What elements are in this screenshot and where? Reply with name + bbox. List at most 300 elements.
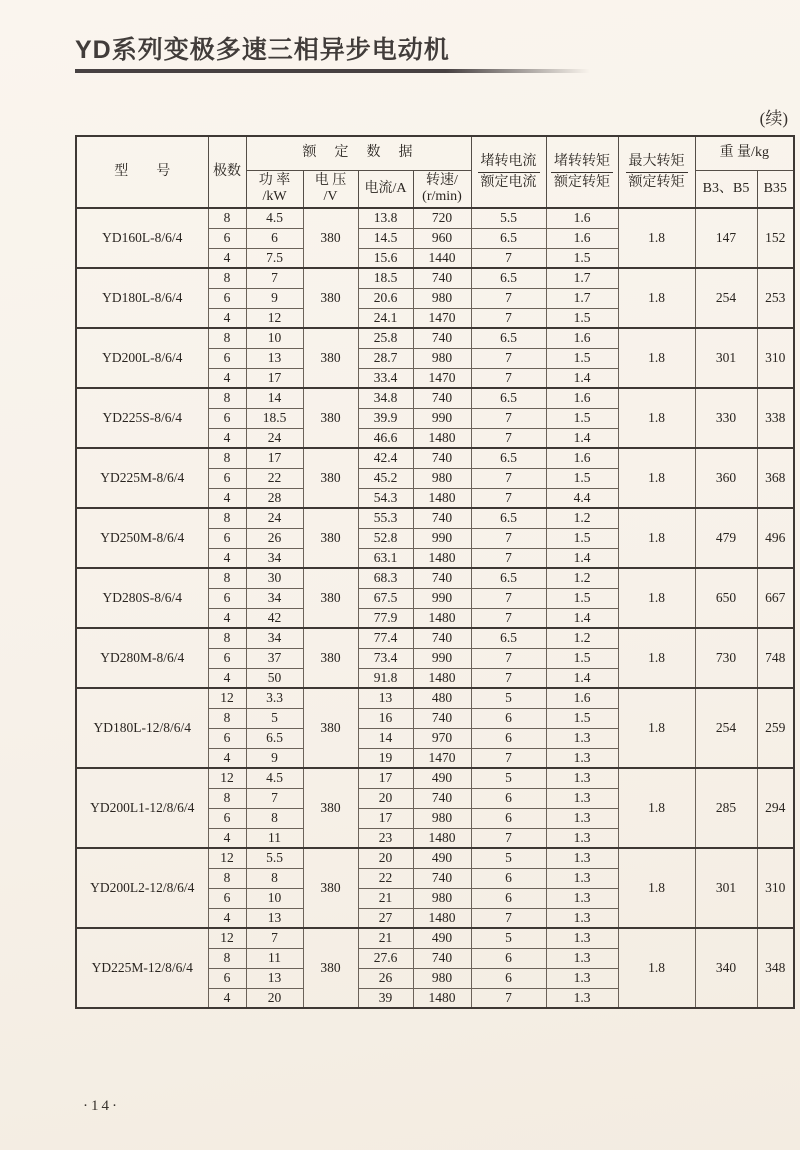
- speed-cell: 490: [413, 848, 471, 868]
- speed-cell: 1470: [413, 748, 471, 768]
- header-speed-label: 转速/: [426, 172, 458, 188]
- locked-current-ratio-cell: 6: [471, 948, 546, 968]
- locked-current-ratio-cell: 6: [471, 888, 546, 908]
- locked-torque-ratio-cell: 4.4: [546, 488, 618, 508]
- current-cell: 22: [358, 868, 413, 888]
- poles-cell: 6: [208, 728, 246, 748]
- table-row: [76, 448, 794, 468]
- locked-current-ratio-cell: 7: [471, 428, 546, 448]
- header-weight-b3b5: B3、B5: [695, 170, 757, 208]
- locked-torque-ratio-cell: 1.6: [546, 228, 618, 248]
- speed-cell: 740: [413, 328, 471, 348]
- speed-cell: 970: [413, 728, 471, 748]
- locked-torque-ratio-cell: 1.3: [546, 728, 618, 748]
- weight-b3b5-cell: 360: [695, 448, 757, 508]
- poles-cell: 4: [208, 428, 246, 448]
- header-power-unit: /kW: [262, 188, 287, 204]
- locked-torque-ratio-cell: 1.3: [546, 828, 618, 848]
- locked-torque-ratio-cell: 1.5: [546, 248, 618, 268]
- locked-current-ratio-cell: 6.5: [471, 328, 546, 348]
- voltage-cell: 380: [303, 928, 358, 1008]
- max-torque-ratio-cell: 1.8: [618, 688, 695, 768]
- current-cell: 16: [358, 708, 413, 728]
- power-cell: 17: [246, 448, 303, 468]
- voltage-cell: 380: [303, 388, 358, 448]
- locked-current-ratio-cell: 6.5: [471, 628, 546, 648]
- locked-current-ratio-cell: 6.5: [471, 568, 546, 588]
- header-power: [246, 170, 303, 208]
- max-torque-ratio-cell: 1.8: [618, 508, 695, 568]
- poles-cell: 4: [208, 748, 246, 768]
- speed-cell: 990: [413, 588, 471, 608]
- header-power-label: 功 率: [258, 172, 291, 188]
- power-cell: 7: [246, 928, 303, 948]
- current-cell: 68.3: [358, 568, 413, 588]
- speed-cell: 980: [413, 888, 471, 908]
- locked-torque-ratio-cell: 1.5: [546, 468, 618, 488]
- model-cell: YD200L1-12/8/6/4: [76, 768, 208, 848]
- locked-torque-ratio-cell: 1.5: [546, 308, 618, 328]
- speed-cell: 980: [413, 468, 471, 488]
- weight-b35-cell: 310: [757, 848, 794, 928]
- locked-torque-ratio-cell: 1.4: [546, 368, 618, 388]
- locked-torque-ratio-cell: 1.7: [546, 288, 618, 308]
- header-weight: 重 量/kg: [695, 136, 794, 170]
- power-cell: 17: [246, 368, 303, 388]
- speed-cell: 980: [413, 968, 471, 988]
- current-cell: 27.6: [358, 948, 413, 968]
- power-cell: 18.5: [246, 408, 303, 428]
- power-cell: 34: [246, 588, 303, 608]
- current-cell: 20.6: [358, 288, 413, 308]
- power-cell: 34: [246, 548, 303, 568]
- speed-cell: 740: [413, 788, 471, 808]
- locked-current-ratio-cell: 6.5: [471, 508, 546, 528]
- locked-torque-ratio-cell: 1.6: [546, 688, 618, 708]
- speed-cell: 980: [413, 288, 471, 308]
- locked-torque-numerator: 堵转转矩: [551, 153, 613, 173]
- locked-torque-ratio-cell: 1.2: [546, 568, 618, 588]
- locked-current-ratio-cell: 7: [471, 648, 546, 668]
- motor-spec-table: [75, 135, 795, 1009]
- locked-torque-ratio-cell: 1.4: [546, 428, 618, 448]
- speed-cell: 740: [413, 868, 471, 888]
- power-cell: 24: [246, 428, 303, 448]
- current-cell: 17: [358, 808, 413, 828]
- header-speed: [413, 170, 471, 208]
- weight-b35-cell: 348: [757, 928, 794, 1008]
- locked-current-ratio-cell: 7: [471, 368, 546, 388]
- current-cell: 33.4: [358, 368, 413, 388]
- locked-current-ratio-cell: 6.5: [471, 268, 546, 288]
- poles-cell: 6: [208, 468, 246, 488]
- current-cell: 13: [358, 688, 413, 708]
- poles-cell: 6: [208, 288, 246, 308]
- speed-cell: 740: [413, 388, 471, 408]
- speed-cell: 740: [413, 448, 471, 468]
- power-cell: 8: [246, 868, 303, 888]
- locked-current-ratio-cell: 7: [471, 828, 546, 848]
- current-cell: 21: [358, 928, 413, 948]
- header-voltage: [303, 170, 358, 208]
- current-cell: 18.5: [358, 268, 413, 288]
- poles-cell: 12: [208, 768, 246, 788]
- locked-current-ratio-cell: 7: [471, 308, 546, 328]
- weight-b35-cell: 253: [757, 268, 794, 328]
- locked-current-ratio-cell: 5: [471, 688, 546, 708]
- locked-current-ratio-cell: 6.5: [471, 228, 546, 248]
- speed-cell: 990: [413, 408, 471, 428]
- locked-torque-ratio-cell: 1.3: [546, 908, 618, 928]
- locked-current-ratio-cell: 6: [471, 708, 546, 728]
- power-cell: 9: [246, 288, 303, 308]
- voltage-cell: 380: [303, 568, 358, 628]
- locked-current-ratio-cell: 5: [471, 768, 546, 788]
- poles-cell: 8: [208, 388, 246, 408]
- poles-cell: 6: [208, 588, 246, 608]
- locked-torque-ratio-cell: 1.3: [546, 968, 618, 988]
- poles-cell: 6: [208, 648, 246, 668]
- poles-cell: 8: [208, 628, 246, 648]
- poles-cell: 8: [208, 448, 246, 468]
- power-cell: 7.5: [246, 248, 303, 268]
- weight-b35-cell: 496: [757, 508, 794, 568]
- current-cell: 14: [358, 728, 413, 748]
- current-cell: 25.8: [358, 328, 413, 348]
- page-number: ·14·: [83, 1098, 120, 1114]
- poles-cell: 6: [208, 228, 246, 248]
- header-speed-unit: (r/min): [422, 188, 462, 204]
- poles-cell: 4: [208, 908, 246, 928]
- weight-b3b5-cell: 650: [695, 568, 757, 628]
- locked-current-ratio-cell: 7: [471, 668, 546, 688]
- locked-current-fraction: [478, 153, 540, 191]
- poles-cell: 8: [208, 788, 246, 808]
- current-cell: 13.8: [358, 208, 413, 228]
- poles-cell: 12: [208, 688, 246, 708]
- current-cell: 24.1: [358, 308, 413, 328]
- current-cell: 39: [358, 988, 413, 1008]
- current-cell: 27: [358, 908, 413, 928]
- model-cell: YD280S-8/6/4: [76, 568, 208, 628]
- max-torque-ratio-cell: 1.8: [618, 208, 695, 268]
- power-cell: 7: [246, 788, 303, 808]
- weight-b35-cell: 152: [757, 208, 794, 268]
- current-cell: 23: [358, 828, 413, 848]
- model-cell: YD280M-8/6/4: [76, 628, 208, 688]
- poles-cell: 6: [208, 808, 246, 828]
- power-cell: 13: [246, 968, 303, 988]
- locked-torque-ratio-cell: 1.3: [546, 948, 618, 968]
- table-row: [76, 268, 794, 288]
- locked-torque-ratio-cell: 1.2: [546, 628, 618, 648]
- poles-cell: 4: [208, 548, 246, 568]
- current-cell: 46.6: [358, 428, 413, 448]
- table-row: [76, 568, 794, 588]
- power-cell: 34: [246, 628, 303, 648]
- model-cell: YD225M-12/8/6/4: [76, 928, 208, 1008]
- locked-current-ratio-cell: 5: [471, 848, 546, 868]
- max-torque-numerator: 最大转矩: [626, 153, 688, 173]
- speed-cell: 1480: [413, 668, 471, 688]
- power-cell: 22: [246, 468, 303, 488]
- speed-cell: 980: [413, 348, 471, 368]
- power-cell: 11: [246, 828, 303, 848]
- max-torque-ratio-cell: 1.8: [618, 268, 695, 328]
- locked-torque-ratio-cell: 1.3: [546, 988, 618, 1008]
- speed-cell: 490: [413, 928, 471, 948]
- locked-current-ratio-cell: 7: [471, 748, 546, 768]
- power-cell: 5: [246, 708, 303, 728]
- locked-torque-ratio-cell: 1.5: [546, 708, 618, 728]
- poles-cell: 4: [208, 488, 246, 508]
- poles-cell: 8: [208, 568, 246, 588]
- poles-cell: 4: [208, 248, 246, 268]
- speed-cell: 1440: [413, 248, 471, 268]
- locked-torque-ratio-cell: 1.3: [546, 748, 618, 768]
- speed-cell: 1470: [413, 368, 471, 388]
- speed-cell: 740: [413, 568, 471, 588]
- locked-torque-ratio-cell: 1.3: [546, 928, 618, 948]
- power-cell: 3.3: [246, 688, 303, 708]
- header-model: 型 号: [76, 136, 208, 208]
- current-cell: 15.6: [358, 248, 413, 268]
- speed-cell: 990: [413, 528, 471, 548]
- continued-label: (续): [759, 109, 788, 128]
- current-cell: 63.1: [358, 548, 413, 568]
- table-row: [76, 388, 794, 408]
- speed-cell: 740: [413, 628, 471, 648]
- header-locked-current-ratio: [471, 136, 546, 208]
- table-row: [76, 208, 794, 228]
- voltage-cell: 380: [303, 508, 358, 568]
- speed-cell: 1480: [413, 908, 471, 928]
- power-cell: 13: [246, 348, 303, 368]
- weight-b35-cell: 748: [757, 628, 794, 688]
- current-cell: 28.7: [358, 348, 413, 368]
- current-cell: 77.9: [358, 608, 413, 628]
- locked-current-ratio-cell: 7: [471, 468, 546, 488]
- max-torque-ratio-cell: 1.8: [618, 388, 695, 448]
- locked-torque-ratio-cell: 1.5: [546, 348, 618, 368]
- weight-b35-cell: 294: [757, 768, 794, 848]
- voltage-cell: 380: [303, 268, 358, 328]
- speed-cell: 740: [413, 948, 471, 968]
- locked-current-ratio-cell: 6: [471, 788, 546, 808]
- speed-cell: 1480: [413, 828, 471, 848]
- max-torque-ratio-cell: 1.8: [618, 448, 695, 508]
- power-cell: 7: [246, 268, 303, 288]
- current-cell: 77.4: [358, 628, 413, 648]
- power-cell: 10: [246, 888, 303, 908]
- weight-b35-cell: 259: [757, 688, 794, 768]
- weight-b3b5-cell: 254: [695, 268, 757, 328]
- poles-cell: 6: [208, 408, 246, 428]
- power-cell: 12: [246, 308, 303, 328]
- power-cell: 28: [246, 488, 303, 508]
- motor-table-body: [76, 208, 794, 1008]
- weight-b3b5-cell: 147: [695, 208, 757, 268]
- locked-torque-ratio-cell: 1.4: [546, 548, 618, 568]
- model-cell: YD250M-8/6/4: [76, 508, 208, 568]
- locked-current-numerator: 堵转电流: [478, 153, 540, 173]
- current-cell: 39.9: [358, 408, 413, 428]
- power-cell: 42: [246, 608, 303, 628]
- poles-cell: 8: [208, 508, 246, 528]
- speed-cell: 740: [413, 268, 471, 288]
- locked-current-ratio-cell: 6.5: [471, 388, 546, 408]
- locked-torque-ratio-cell: 1.3: [546, 888, 618, 908]
- weight-b3b5-cell: 479: [695, 508, 757, 568]
- weight-b35-cell: 338: [757, 388, 794, 448]
- locked-torque-ratio-cell: 1.4: [546, 668, 618, 688]
- poles-cell: 12: [208, 928, 246, 948]
- locked-torque-ratio-cell: 1.6: [546, 388, 618, 408]
- weight-b35-cell: 310: [757, 328, 794, 388]
- max-torque-fraction: [626, 153, 688, 191]
- header-weight-b35: B35: [757, 170, 794, 208]
- weight-b3b5-cell: 285: [695, 768, 757, 848]
- table-row: [76, 688, 794, 708]
- max-torque-ratio-cell: 1.8: [618, 628, 695, 688]
- speed-cell: 990: [413, 648, 471, 668]
- model-cell: YD225M-8/6/4: [76, 448, 208, 508]
- model-cell: YD200L2-12/8/6/4: [76, 848, 208, 928]
- locked-torque-denominator: 额定转矩: [554, 175, 610, 190]
- speed-cell: 960: [413, 228, 471, 248]
- locked-current-ratio-cell: 7: [471, 348, 546, 368]
- power-cell: 20: [246, 988, 303, 1008]
- locked-current-ratio-cell: 7: [471, 248, 546, 268]
- table-row: [76, 508, 794, 528]
- current-cell: 17: [358, 768, 413, 788]
- poles-cell: 8: [208, 268, 246, 288]
- poles-cell: 4: [208, 828, 246, 848]
- power-cell: 8: [246, 808, 303, 828]
- power-cell: 9: [246, 748, 303, 768]
- current-cell: 20: [358, 788, 413, 808]
- max-torque-ratio-cell: 1.8: [618, 768, 695, 848]
- current-cell: 19: [358, 748, 413, 768]
- locked-torque-fraction: [551, 153, 613, 191]
- weight-b3b5-cell: 301: [695, 848, 757, 928]
- max-torque-ratio-cell: 1.8: [618, 928, 695, 1008]
- table-row: [76, 928, 794, 948]
- power-cell: 4.5: [246, 768, 303, 788]
- power-cell: 14: [246, 388, 303, 408]
- speed-cell: 1480: [413, 488, 471, 508]
- current-cell: 26: [358, 968, 413, 988]
- power-cell: 11: [246, 948, 303, 968]
- header-current: 电流/A: [358, 170, 413, 208]
- locked-torque-ratio-cell: 1.2: [546, 508, 618, 528]
- locked-current-ratio-cell: 7: [471, 528, 546, 548]
- speed-cell: 480: [413, 688, 471, 708]
- power-cell: 37: [246, 648, 303, 668]
- model-cell: YD200L-8/6/4: [76, 328, 208, 388]
- locked-torque-ratio-cell: 1.3: [546, 848, 618, 868]
- current-cell: 45.2: [358, 468, 413, 488]
- poles-cell: 8: [208, 708, 246, 728]
- locked-torque-ratio-cell: 1.5: [546, 528, 618, 548]
- weight-b3b5-cell: 254: [695, 688, 757, 768]
- locked-current-ratio-cell: 7: [471, 588, 546, 608]
- current-cell: 42.4: [358, 448, 413, 468]
- poles-cell: 4: [208, 608, 246, 628]
- poles-cell: 4: [208, 308, 246, 328]
- power-cell: 4.5: [246, 208, 303, 228]
- locked-torque-ratio-cell: 1.3: [546, 868, 618, 888]
- voltage-cell: 380: [303, 208, 358, 268]
- max-torque-ratio-cell: 1.8: [618, 848, 695, 928]
- power-cell: 6.5: [246, 728, 303, 748]
- table-row: [76, 768, 794, 788]
- poles-cell: 4: [208, 668, 246, 688]
- speed-cell: 740: [413, 508, 471, 528]
- current-cell: 14.5: [358, 228, 413, 248]
- locked-torque-ratio-cell: 1.6: [546, 448, 618, 468]
- power-cell: 13: [246, 908, 303, 928]
- speed-cell: 1480: [413, 548, 471, 568]
- locked-current-ratio-cell: 7: [471, 608, 546, 628]
- locked-current-ratio-cell: 6: [471, 808, 546, 828]
- page-title: YD系列变极多速三相异步电动机: [75, 36, 450, 64]
- current-cell: 54.3: [358, 488, 413, 508]
- model-cell: YD180L-8/6/4: [76, 268, 208, 328]
- max-torque-ratio-cell: 1.8: [618, 568, 695, 628]
- locked-current-ratio-cell: 7: [471, 988, 546, 1008]
- model-cell: YD180L-12/8/6/4: [76, 688, 208, 768]
- current-cell: 91.8: [358, 668, 413, 688]
- current-cell: 34.8: [358, 388, 413, 408]
- voltage-cell: 380: [303, 848, 358, 928]
- locked-current-denominator: 额定电流: [480, 175, 537, 190]
- voltage-cell: 380: [303, 448, 358, 508]
- speed-cell: 1480: [413, 988, 471, 1008]
- speed-cell: 1480: [413, 428, 471, 448]
- locked-current-ratio-cell: 7: [471, 488, 546, 508]
- power-cell: 26: [246, 528, 303, 548]
- poles-cell: 4: [208, 368, 246, 388]
- locked-current-ratio-cell: 7: [471, 908, 546, 928]
- voltage-cell: 380: [303, 688, 358, 768]
- weight-b35-cell: 667: [757, 568, 794, 628]
- speed-cell: 490: [413, 768, 471, 788]
- header-max-torque-ratio: [618, 136, 695, 208]
- locked-current-ratio-cell: 5: [471, 928, 546, 948]
- header-poles: 极数: [208, 136, 246, 208]
- speed-cell: 720: [413, 208, 471, 228]
- speed-cell: 980: [413, 808, 471, 828]
- table-row: [76, 328, 794, 348]
- locked-torque-ratio-cell: 1.5: [546, 408, 618, 428]
- voltage-cell: 380: [303, 328, 358, 388]
- locked-torque-ratio-cell: 1.3: [546, 768, 618, 788]
- weight-b3b5-cell: 340: [695, 928, 757, 1008]
- power-cell: 24: [246, 508, 303, 528]
- header-locked-torque-ratio: [546, 136, 618, 208]
- poles-cell: 8: [208, 868, 246, 888]
- locked-torque-ratio-cell: 1.4: [546, 608, 618, 628]
- voltage-cell: 380: [303, 768, 358, 848]
- weight-b3b5-cell: 330: [695, 388, 757, 448]
- weight-b3b5-cell: 730: [695, 628, 757, 688]
- poles-cell: 6: [208, 348, 246, 368]
- locked-current-ratio-cell: 7: [471, 408, 546, 428]
- locked-torque-ratio-cell: 1.3: [546, 808, 618, 828]
- power-cell: 6: [246, 228, 303, 248]
- header-voltage-label: 电 压: [314, 172, 347, 188]
